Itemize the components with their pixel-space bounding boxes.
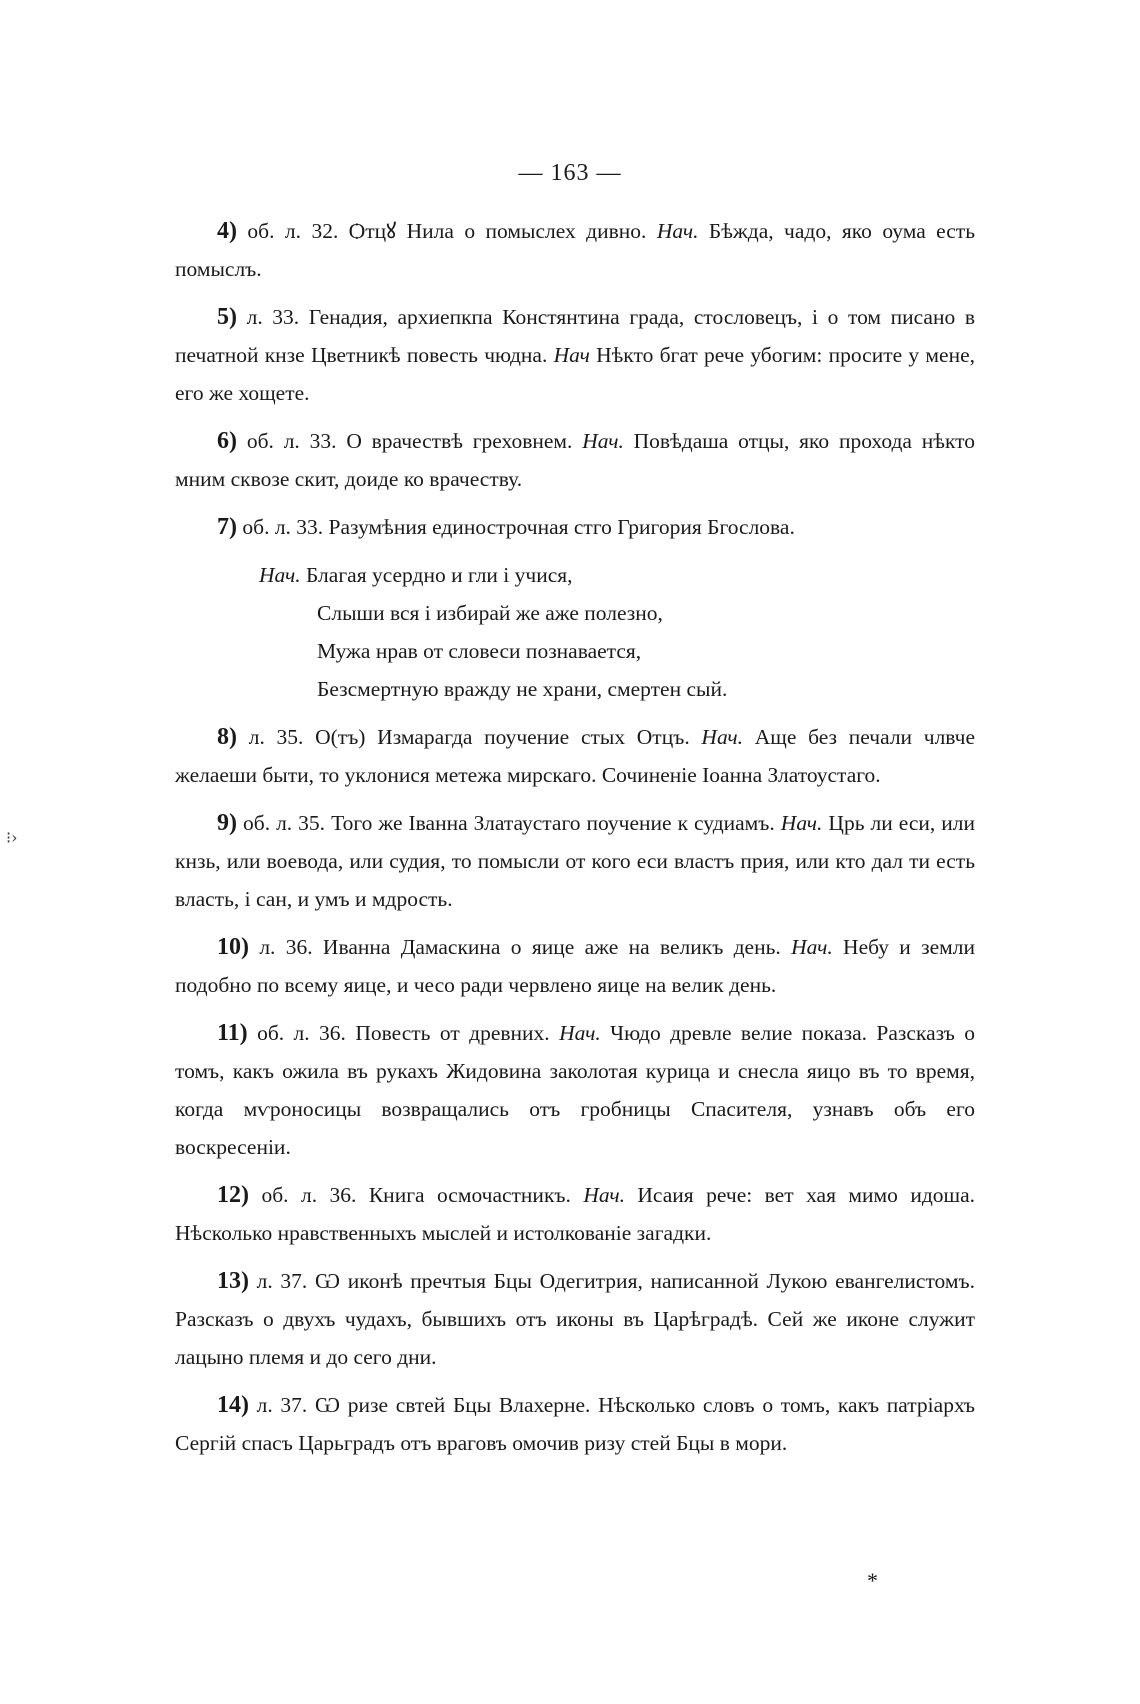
entry-number: 8) [217, 724, 237, 750]
verse-text: Благая усердно и гли і учися, [300, 563, 573, 587]
entry-title: Генадия, архиепкпа Констянтина града, стословецъ, і о том писано в печатной кнзе Цветникѣ повесть чюдна. [175, 305, 975, 367]
entry-number: 12) [217, 1182, 249, 1208]
entry-12 [175, 1176, 975, 1252]
entry-reference: об. л. 35. [237, 811, 332, 835]
entry-number: 14) [217, 1392, 249, 1418]
entry-reference: об. л. 36. [247, 1021, 356, 1045]
margin-mark: ⁝› [6, 828, 18, 847]
entry-reference: л. 35. О(тъ) Измарагда поучение стых Отцъ. [237, 725, 702, 749]
end-asterisk: * [867, 1568, 878, 1593]
incipit-marker: Нач [553, 343, 590, 367]
incipit-marker: Нач. [656, 219, 699, 243]
entry-body: Чюдо древле велие показа. Разсказъ о томъ, какъ ожила въ рукахъ Жидовина заколотая курица и снесла яицо въ то время, когда мѵроносицы возвращались отъ гробницы Спасителя, узнавъ объ его воскресеніи. [175, 1021, 976, 1159]
entry-4 [175, 212, 975, 288]
entry-body: Повѣдаша отцы, яко прохода нѣкто мним сквозе скит, доиде ко врачеству. [175, 429, 975, 491]
entry-reference: л. 37. [249, 1269, 315, 1293]
entry-number: 11) [217, 1020, 248, 1046]
entry-body: написанной Лукою евангелистомъ. Разсказъ о двухъ чудахъ, бывшихъ отъ иконы въ Царѣградѣ. Сей же иконе служит лацыно племя и до сего дни. [175, 1269, 975, 1369]
incipit-marker: Нач. [780, 811, 823, 835]
entry-body: Нѣсколько словъ о томъ, какъ патріархъ Сергій спасъ Царьградъ отъ враговъ омочив ризу стей Бцы в мори. [175, 1393, 975, 1455]
page-number-header: — 163 — [518, 160, 622, 186]
entry-reference: об. л. 33. [237, 429, 347, 453]
entry-title: Ѡ иконѣ пречтыя Бцы Одегитрия, [314, 1269, 651, 1293]
entry-reference: л. 37. [249, 1393, 315, 1417]
verse-line: Мужа нрав от словеси познавается, [317, 639, 642, 663]
entry-10 [175, 928, 975, 1004]
verse-line: Слыши вся і избирай же аже полезно, [317, 601, 663, 625]
entry-title: Ѻтцꙋ Нила о помыслех дивно. [348, 219, 657, 243]
incipit-marker: Нач. [791, 935, 833, 959]
incipit-marker: Нач. [583, 1183, 625, 1207]
entry-title: Разумѣния единострочная стго Григория Бгослова. [328, 515, 795, 539]
entry-body: Исаия рече: вет хая мимо идоша. Нѣсколько нравственныхъ мыслей и истолкованіе загадки. [175, 1183, 975, 1245]
entry-title: Повесть от древних. [355, 1021, 560, 1045]
entry-title: Книга осмочастникъ. [368, 1183, 584, 1207]
entry-number: 7) [217, 514, 237, 540]
verse-line: Безсмертную вражду не храни, смертен сый. [317, 677, 728, 701]
entry-number: 9) [217, 810, 237, 836]
incipit-marker: Нач. [701, 725, 744, 749]
entry-reference: об. л. 33. [237, 515, 329, 539]
entry-title: Иванна Дамаскина о яице аже на великъ день. [322, 935, 792, 959]
entry-number: 13) [217, 1268, 249, 1294]
incipit-marker: Нач. [582, 429, 624, 453]
entry-6 [175, 422, 975, 498]
entry-body: Црь ли еси, или кнзь, или воевода, или судия, то помысли от кого еси властъ прия, или кто дал ти есть власть, і сан, и умъ и мдрость. [175, 811, 976, 911]
incipit-marker: Нач. [259, 563, 301, 587]
entry-reference: л. 36. [249, 935, 323, 959]
entry-reference: л. 33. [237, 305, 309, 329]
entry-number: 5) [217, 304, 237, 330]
entry-14 [175, 1386, 975, 1462]
verse-block [175, 556, 975, 708]
verse-line [175, 556, 975, 594]
entry-8 [175, 718, 975, 794]
entry-5 [175, 298, 975, 412]
entry-7 [175, 508, 975, 546]
entry-body: Аще без печали члвче желаеши быти, то уклонися метежа мирскаго. Сочиненіе Іоанна Златоустаго. [175, 725, 975, 787]
catalog-text [175, 212, 975, 1472]
entry-number: 10) [217, 934, 249, 960]
entry-body: Небу и земли подобно по всему яице, и чесо ради червлено яице на велик день. [175, 935, 975, 997]
entry-9 [175, 804, 975, 918]
entry-number: 6) [217, 428, 237, 454]
entry-body: Нѣкто бгат рече убогим: просите у мене, его же хощете. [175, 343, 975, 405]
entry-title: Того же Іванна Златаустаго поучение к судиамъ. [331, 811, 781, 835]
entry-reference: об. л. 36. [249, 1183, 369, 1207]
incipit-marker: Нач. [559, 1021, 601, 1045]
entry-body: Бѣжда, чадо, яко оума есть помыслъ. [175, 219, 975, 281]
entry-13 [175, 1262, 975, 1376]
entry-title: Ѡ ризе свтей Бцы Влахерне. [314, 1393, 599, 1417]
entry-number: 4) [217, 218, 237, 244]
entry-title: О врачествѣ греховнем. [346, 429, 583, 453]
entry-reference: об. л. 32. [237, 219, 349, 243]
entry-11 [175, 1014, 975, 1166]
